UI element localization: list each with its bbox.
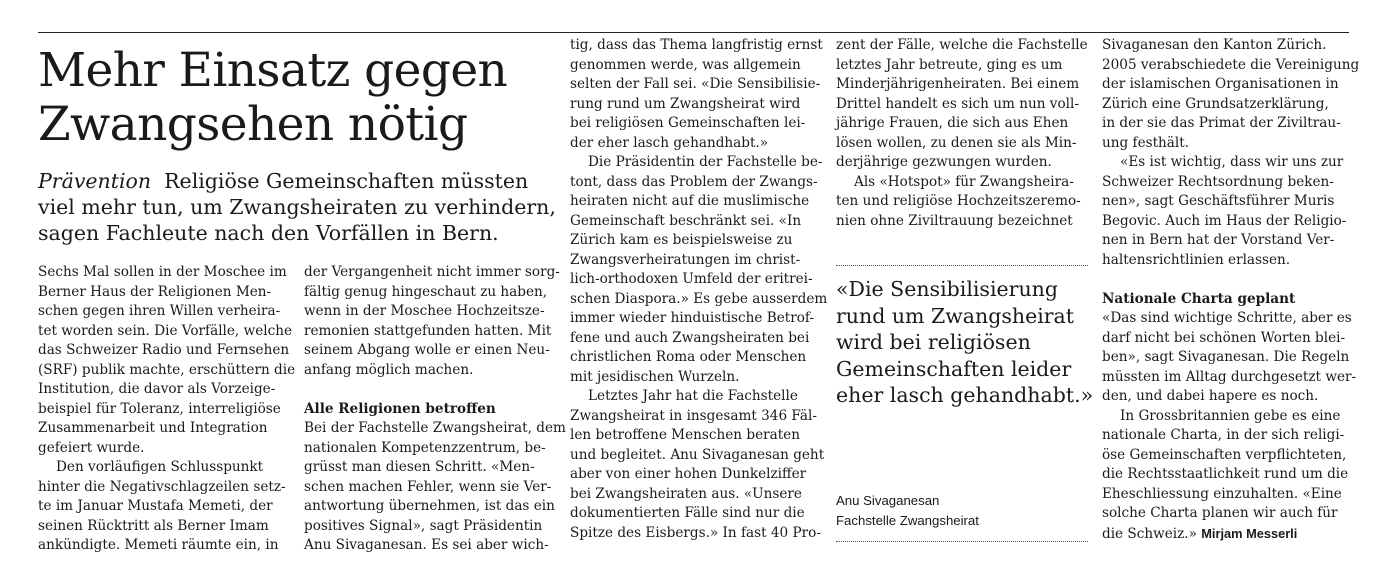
text-line: Zürich eine Grundsatzerklärung, xyxy=(1102,95,1329,112)
column-3 xyxy=(570,36,828,543)
pullquote-top-rule xyxy=(836,265,1088,266)
text-line: aber von einer hohen Dunkelziffer xyxy=(570,466,807,482)
text-line: nen», sagt Geschäftsführer Muris xyxy=(1102,193,1335,209)
text-line: Den vorläufigen Schlusspunkt xyxy=(56,459,264,475)
text-line: immer wieder hinduistische Betrof- xyxy=(570,310,815,326)
text-line: nationale Charta, in der sich religi- xyxy=(1102,427,1345,443)
last-line xyxy=(1102,524,1357,545)
text-line: darf nicht bei schönen Worten blei- xyxy=(1102,329,1346,346)
lead-line xyxy=(38,168,548,194)
headline xyxy=(38,44,558,152)
text-line: Als «Hotspot» für Zwangsheira- xyxy=(854,173,1074,190)
text-line: Gemeinschaft beschränkt sei. «In xyxy=(570,212,802,229)
text-line: Sechs Mal sollen in der Moschee im xyxy=(38,264,287,280)
attribution-name: Anu Sivaganesan xyxy=(836,493,940,508)
text-line: fältig genug hingeschaut zu haben, xyxy=(304,283,548,300)
text-line: «Es ist wichtig, dass wir uns zur xyxy=(1120,154,1344,170)
text-line: müssten im Alltag durchgesetzt wer- xyxy=(1102,368,1357,385)
text-line: christlichen Roma oder Menschen xyxy=(570,349,807,365)
text-line: Bei der Fachstelle Zwangsheirat, dem xyxy=(304,420,566,436)
text-line: 2005 verabschiedete die Vereinigung xyxy=(1102,56,1360,73)
subheading: Nationale Charta geplant xyxy=(1102,290,1296,307)
text-line: den, und dabei hapere es noch. xyxy=(1102,388,1319,404)
text-line: genommen werde, was allgemein xyxy=(570,56,801,73)
text-line: bei religiösen Gemeinschaften lei- xyxy=(570,115,806,131)
text-line: schen Diaspora.» Es gebe ausserdem xyxy=(570,290,828,307)
text-line: nen in Bern hat der Vorstand Ver- xyxy=(1102,232,1335,248)
text-line: In Grossbritannien gebe es eine xyxy=(1120,407,1341,424)
spacer xyxy=(304,380,554,400)
headline-line: Zwangsehen nötig xyxy=(38,97,468,152)
text-fragment: die Schweiz.» xyxy=(1102,525,1197,542)
text-line: Zürich kam es beispielsweise zu xyxy=(570,232,793,248)
text-line: bei Zwangsheiraten aus. «Unsere xyxy=(570,485,802,502)
text-line: nationalen Kompetenzzentrum, be- xyxy=(304,439,546,456)
text-line: Sivaganesan den Kanton Zürich. xyxy=(1102,37,1327,53)
text-line: positives Signal», sagt Präsidentin xyxy=(304,517,543,534)
lead xyxy=(38,168,556,246)
text-line: Zusammenarbeit und Integration xyxy=(38,420,268,436)
text-line: remonien stattgefunden hatten. Mit xyxy=(304,322,552,339)
pullquote xyxy=(836,276,1094,409)
text-line: seinem Abgang wolle er einen Neu- xyxy=(304,342,550,358)
lead-text: Religiöse Gemeinschaften müssten xyxy=(164,169,529,193)
text-line: Letztes Jahr hat die Fachstelle xyxy=(588,388,798,404)
text-line: in der sie das Primat der Ziviltrau- xyxy=(1102,115,1341,131)
text-line: jährige Frauen, die sich aus Ehen xyxy=(836,115,1069,131)
text-line: Anu Sivaganesan. Es sei aber wich- xyxy=(304,537,549,553)
text-line: der eher lasch gehandhabt.» xyxy=(570,134,769,151)
text-line: öse Gemeinschaften verpflichteten, xyxy=(1102,446,1347,463)
text-line: die Rechtsstaatlichkeit rund um die xyxy=(1102,466,1349,482)
text-line: mit jesidischen Wurzeln. xyxy=(570,368,740,385)
text-line: nien ohne Ziviltrauung bezeichnet xyxy=(836,212,1073,229)
pullquote-line: wird bei religiösen xyxy=(836,330,1031,354)
text-line: grüsst man diesen Schritt. «Men- xyxy=(304,459,535,475)
text-line: Eheschliessung einzuhalten. «Eine xyxy=(1102,485,1342,502)
text-line: anfang möglich machen. xyxy=(304,361,474,378)
text-line: seinen Rücktritt als Berner Imam xyxy=(38,517,269,534)
text-line: wenn in der Moschee Hochzeitsze- xyxy=(304,303,545,319)
text-line: letztes Jahr betreute, ging es um xyxy=(836,56,1063,73)
text-line: derjährige gezwungen wurden. xyxy=(836,154,1052,170)
text-line: selten der Fall sei. «Die Sensibilisie- xyxy=(570,76,821,92)
pullquote-line: rund um Zwangsheirat xyxy=(836,303,1075,328)
text-line: ben», sagt Sivaganesan. Die Regeln xyxy=(1102,349,1350,365)
column-5 xyxy=(1102,36,1360,544)
text-line: «Das sind wichtige Schritte, aber es xyxy=(1102,310,1352,326)
pullquote-line: «Die Sensibilisierung xyxy=(836,277,1058,301)
text-line: schen gegen ihren Willen verheira- xyxy=(38,303,281,319)
text-line: lösen wollen, zu denen sie als Min- xyxy=(836,134,1077,151)
text-line: das Schweizer Radio und Fernsehen xyxy=(38,342,290,358)
text-line: len betroffene Menschen beraten xyxy=(570,427,800,443)
text-line: antwortung übernehmen, ist das ein xyxy=(304,498,555,514)
pullquote-attribution xyxy=(836,491,979,531)
text-line: ung festhält. xyxy=(1102,134,1190,151)
text-line: (SRF) publik machte, erschüttern die xyxy=(38,361,296,378)
text-line: haltensrichtlinien erlassen. xyxy=(1102,251,1291,268)
attribution-org: Fachstelle Zwangsheirat xyxy=(836,513,979,528)
pullquote-line: Gemeinschaften leider xyxy=(836,356,1072,381)
text-line: der islamischen Organisationen in xyxy=(1102,76,1339,92)
lead-line: viel mehr tun, um Zwangsheiraten zu verhindern, xyxy=(38,195,556,219)
author-byline: Mirjam Messerli xyxy=(1201,525,1298,541)
text-line: zent der Fälle, welche die Fachstelle xyxy=(836,37,1088,53)
text-line: lich-orthodoxen Umfeld der eritrei- xyxy=(570,271,813,287)
column-4 xyxy=(836,36,1091,231)
text-line: Berner Haus der Religionen Men- xyxy=(38,283,272,300)
text-line: tig, dass das Thema langfristig ernst xyxy=(570,37,823,53)
subheading: Alle Religionen betroffen xyxy=(304,400,496,417)
text-line: Spitze des Eisbergs.» In fast 40 Pro- xyxy=(570,524,821,541)
text-line: heiraten nicht auf die muslimische xyxy=(570,193,810,209)
spacer xyxy=(1102,270,1357,290)
text-line: Begovic. Auch im Haus der Religio- xyxy=(1102,212,1347,229)
text-line: Institution, die davor als Vorzeige- xyxy=(38,381,276,397)
text-line: solche Charta planen wir auch für xyxy=(1102,505,1338,521)
column-2 xyxy=(304,263,566,556)
text-line: beispiel für Toleranz, interreligiöse xyxy=(38,400,281,417)
text-line: Zwangsverheiratungen im christ- xyxy=(570,251,801,268)
text-line: fene und auch Zwangsheiraten bei xyxy=(570,329,810,346)
text-line: ankündigte. Memeti räumte ein, in xyxy=(38,537,279,553)
text-line: tet worden sein. Die Vorfälle, welche xyxy=(38,322,293,339)
text-line: gefeiert wurde. xyxy=(38,439,145,456)
rubric: Prävention xyxy=(38,169,152,193)
text-line: Zwangsheirat in insgesamt 346 Fäl- xyxy=(570,407,817,424)
text-line: der Vergangenheit nicht immer sorg- xyxy=(304,264,560,280)
text-line: rung rund um Zwangsheirat wird xyxy=(570,95,801,112)
pullquote-bottom-rule xyxy=(836,541,1088,542)
text-line: hinter die Negativschlagzeilen setz- xyxy=(38,478,286,495)
text-line: tont, dass das Problem der Zwangs- xyxy=(570,173,818,190)
top-rule xyxy=(38,32,1349,33)
pullquote-line: eher lasch gehandhabt.» xyxy=(836,383,1094,407)
text-line: Schweizer Rechtsordnung beken- xyxy=(1102,173,1334,190)
text-line: und begleitet. Anu Sivaganesan geht xyxy=(570,446,825,463)
column-1 xyxy=(38,263,296,556)
text-line: te im Januar Mustafa Memeti, der xyxy=(38,498,273,514)
text-line: Minderjährigenheiraten. Bei einem xyxy=(836,76,1080,92)
text-line: Die Präsidentin der Fachstelle be- xyxy=(588,154,823,170)
text-line: ten und religiöse Hochzeitszeremo- xyxy=(836,193,1081,209)
text-line: Drittel handelt es sich um nun voll- xyxy=(836,95,1079,112)
text-line: schen machen Fehler, wenn sie Ver- xyxy=(304,478,552,495)
text-line: dokumentierten Fälle sind nur die xyxy=(570,505,805,521)
lead-line: sagen Fachleute nach den Vorfällen in Bern. xyxy=(38,221,499,245)
headline-line: Mehr Einsatz gegen xyxy=(38,43,508,98)
